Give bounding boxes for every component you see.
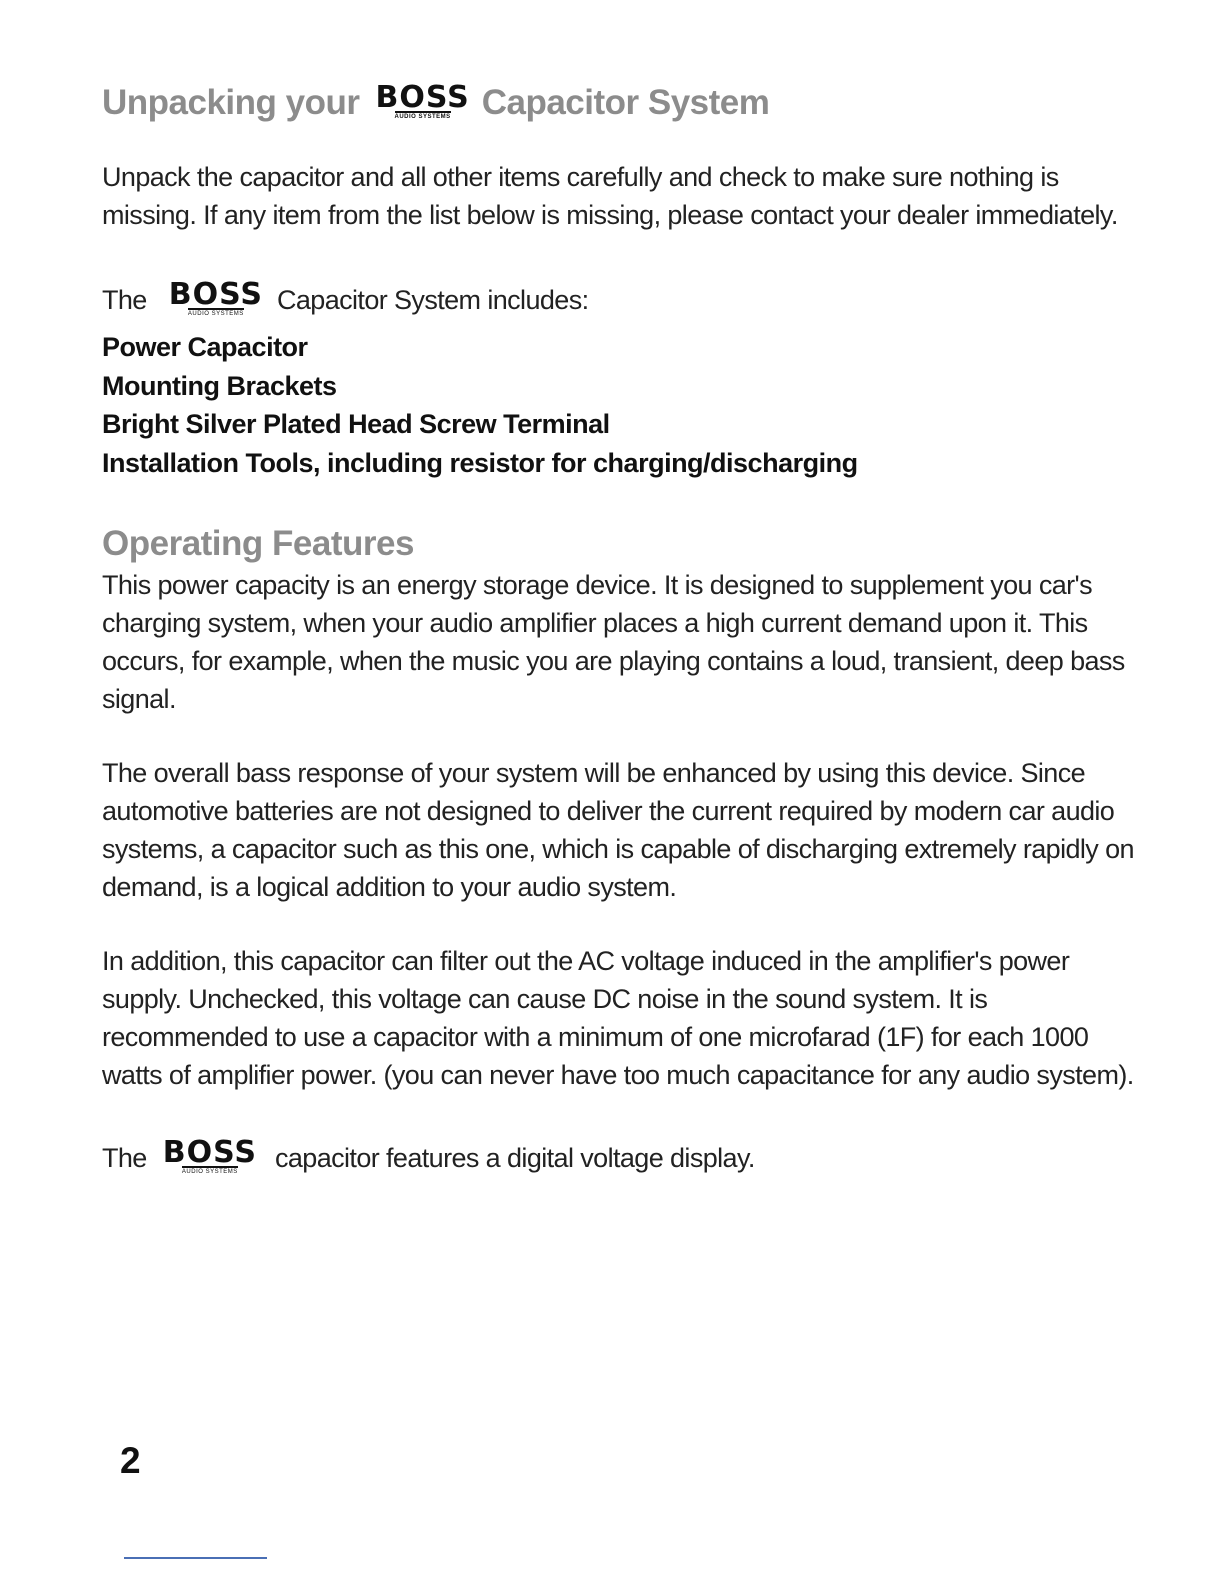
list-item: Installation Tools, including resistor for charging/discharging [102,447,858,478]
boss-logo: BOSS AUDIO SYSTEMS [168,277,263,317]
digital-display-line: The BOSS AUDIO SYSTEMS capacitor features a digital voltage display. [102,1135,755,1175]
list-item: Bright Silver Plated Head Screw Terminal [102,409,610,439]
operating-paragraph-3: In addition, this capacitor can filter out the AC voltage induced in the amplifier's power supply. Unchecked, this voltage can cause DC noise in the sound system. It is recommended to use a capacitor with a minimum of one microfarad (1F) for each 1000 watts of amplifier power. (you can never have too much capacitance for any audio system). [102,946,1134,1090]
includes-line: The BOSS AUDIO SYSTEMS Capacitor System includes: [102,277,589,317]
unpacking-title-before: Unpacking your [102,83,360,122]
page-number: 2 [120,1440,141,1481]
included-items-list [102,328,1142,482]
list-item: Power Capacitor [102,332,308,362]
operating-heading: Operating Features [102,524,414,563]
unpacking-title-after: Capacitor System [481,83,770,122]
operating-paragraph-1: This power capacity is an energy storage device. It is designed to supplement you car's charging system, when your audio amplifier places a high current demand upon it. This occurs, for example, when the music you are playing contains a loud, transient, deep bass signal. [102,570,1125,714]
unpacking-paragraph: Unpack the capacitor and all other items carefully and check to make sure nothing is missing. If any item from the list below is missing, please contact your dealer immediately. [102,162,1118,230]
footer-divider [124,1557,267,1559]
list-item: Mounting Brackets [102,370,337,401]
boss-logo: BOSS AUDIO SYSTEMS [162,1135,257,1175]
unpacking-heading [102,80,1142,126]
manual-page [102,80,1142,1178]
operating-paragraph-2: The overall bass response of your system will be enhanced by using this device. Since automotive batteries are not designed to deliver the current required by modern car audio systems, a capacitor such as this one, which is capable of discharging extremely rapidly on demand, is a logical addition to your audio system. [102,758,1134,902]
boss-logo: BOSS AUDIO SYSTEMS [375,80,470,120]
